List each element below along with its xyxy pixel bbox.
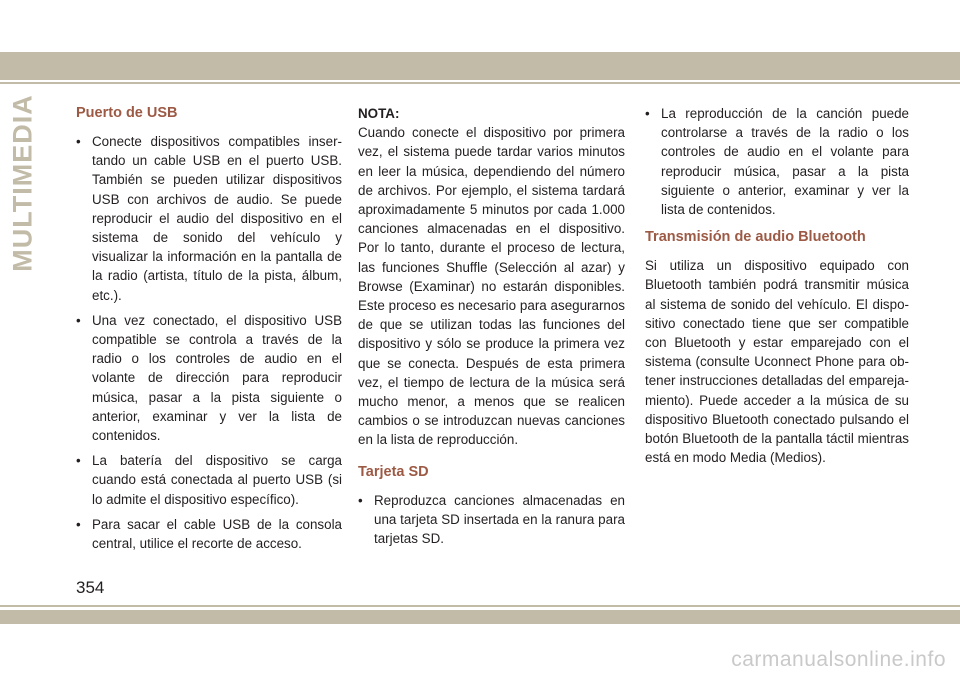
page-number: 354 xyxy=(76,578,105,597)
section-side-tab xyxy=(6,94,40,272)
watermark-text: carmanualsonline.info xyxy=(731,648,946,671)
sd-bullet-list xyxy=(358,491,625,549)
list-item: • Para sacar el cable USB de la consola central, utilice el recorte de acceso. xyxy=(76,515,342,553)
usb-bullet-list xyxy=(76,132,342,553)
column-1 xyxy=(76,104,342,559)
note-label: NOTA: xyxy=(358,106,400,121)
heading-sd-card: Tarjeta SD xyxy=(358,463,429,480)
heading-usb-port: Puerto de USB xyxy=(76,105,178,121)
list-item: • Conecte dispositivos compatibles insertando un cable USB en el puerto USB. También se pueden utilizar dispositivos USB con archivos de audio. Se puede reproducir el audio del dispositivo en el sistema de sonido del vehículo y visualizar la información en la pantalla de la radio (artista, título de la pista, álbum, etc.). xyxy=(76,132,342,305)
heading-bluetooth-streaming: Transmisión de audio Bluetooth xyxy=(645,229,866,246)
header-band xyxy=(0,52,960,80)
section-label: MULTIMEDIA xyxy=(7,94,38,272)
bluetooth-paragraph: Si utiliza un dispositivo equipado con Bluetooth también podrá transmitir música al sistema de sonido del vehículo. El dispositivo conectado tiene que ser compatible con Bluetooth y estar emparejado con el sistema (consulte Uconnect Phone para obtener instrucciones detalladas del emparejamiento). Puede acceder a la música de su dispositivo Bluetooth conectado pulsando el botón Bluetooth de la pantalla táctil mientras está en modo Media (Medios). xyxy=(645,258,909,466)
column-3 xyxy=(645,104,909,477)
column-2 xyxy=(358,104,625,554)
list-item: • Reproduzca canciones almacenadas en una tarjeta SD insertada en la ranura para tarjetas SD. xyxy=(358,491,625,549)
list-item: • La reproducción de la canción puede controlarse a través de la radio o los controles de audio en el volante para reproducir música, pasar a la pista siguiente o anterior, examinar y ver la lista de contenidos. xyxy=(645,104,909,219)
list-item: • Una vez conectado, el dispositivo USB compatible se controla a través de la radio o los controles de audio en el volante de dirección para reproducir música, pasar a la pista siguiente o anterior, examinar y ver la lista de contenidos. xyxy=(76,311,342,445)
note-text: Cuando conecte el dispositivo por primera vez, el sistema puede tardar varios minutos en leer la música, dependiendo del número de archivos. Por ejemplo, el sistema tardará aproximadamente 5 minutos por cada 1.000 canciones almacenadas en el dispositivo. Por lo tanto, durante el proceso de lectura, las funciones Shuffle (Selección al azar) y Browse (Examinar) no estarán disponibles. Este proceso es necesario para asegurarnos de que se utilizan todas las funciones del dispositivo y sólo se produce la primera vez que se conecta. Después de esta primera vez, el tiempo de lectura de la música será mucho menor, a menos que se realicen cambios o se introduzcan nuevas canciones en la lista de reproducción. xyxy=(358,125,625,448)
playback-bullet-list xyxy=(645,104,909,219)
list-item: • La batería del dispositivo se carga cuando está conectada al puerto USB (si lo admite el dispositivo específico). xyxy=(76,451,342,509)
footer-band xyxy=(0,610,960,624)
